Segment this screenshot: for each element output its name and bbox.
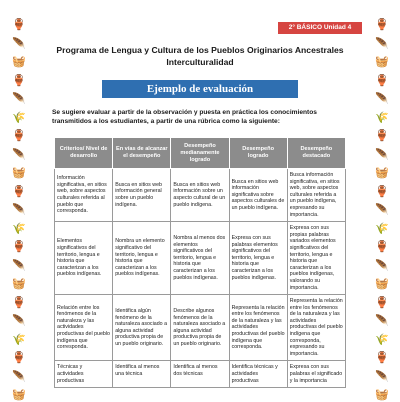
table-row xyxy=(55,295,346,361)
evaluation-rubric-table xyxy=(54,137,346,388)
decorative-cultural-icon: 🏺 xyxy=(12,74,26,87)
rubric-header-cell: Desempeño medianamente logrado xyxy=(171,138,229,169)
rubric-cell: Expresa con sus propias palabras variados elementos significativos del territorio, lengua e historia que caracterizan a los pueblos indígenas, valorando su importancia. xyxy=(287,222,345,295)
decorative-cultural-icon: 🌾 xyxy=(375,222,389,235)
decorative-cultural-icon: 🪶 xyxy=(12,204,26,216)
decorative-cultural-icon: 🏺 xyxy=(375,185,389,198)
decorative-cultural-icon: 🧺 xyxy=(12,56,26,68)
decorative-cultural-icon: 🪶 xyxy=(12,259,26,272)
decorative-cultural-icon: 🧺 xyxy=(12,167,26,179)
table-row xyxy=(55,361,346,388)
grade-unit-badge: 2° BÁSICO Unidad 4 xyxy=(278,22,362,34)
rubric-cell: Nombra un elemento significativo del territorio, lengua e historia que caracterizan a los pueblos indígenas. xyxy=(113,222,171,295)
rubric-cell: Técnicas y actividades productivas xyxy=(55,361,113,388)
decorative-cultural-icon: 🪶 xyxy=(375,93,389,105)
decorative-cultural-icon: 🏺 xyxy=(375,19,389,31)
decorative-cultural-icon: 🧺 xyxy=(375,278,389,290)
decorative-cultural-icon: 🏺 xyxy=(12,185,26,198)
decorative-cultural-icon: 🌾 xyxy=(375,333,389,346)
decorative-cultural-icon: 🪶 xyxy=(375,259,389,272)
decorative-cultural-icon: 🧺 xyxy=(12,278,26,290)
decorative-cultural-icon: 🪶 xyxy=(12,93,26,105)
decorative-cultural-icon: 🏺 xyxy=(12,296,26,309)
decorative-cultural-icon: 🌾 xyxy=(12,333,26,346)
decorative-cultural-icon: 🪶 xyxy=(375,148,389,161)
rubric-cell: Busca en sitios web información significativa sobre aspectos culturales de un pueblo indígena. xyxy=(229,169,287,222)
table-row xyxy=(55,222,346,295)
decorative-cultural-icon: 🏺 xyxy=(12,19,26,31)
decorative-cultural-icon: 🪶 xyxy=(375,37,389,50)
rubric-header-row xyxy=(55,138,346,169)
rubric-cell: Información significativa, en sitios web, sobre aspectos culturales referida al pueblo que corresponda. xyxy=(55,169,113,222)
decorative-cultural-icon: 🏺 xyxy=(375,241,389,253)
left-decorative-border xyxy=(12,18,26,400)
rubric-header-cell: Desempeño destacado xyxy=(287,138,345,169)
rubric-cell: Identifica al menos una técnica xyxy=(113,361,171,388)
decorative-cultural-icon: 🏺 xyxy=(12,130,26,142)
rubric-cell: Identifica técnicas y actividades productivas xyxy=(229,361,287,388)
rubric-cell: Busca en sitios web información general sobre un pueblo indígena. xyxy=(113,169,171,222)
rubric-header-cell: Desempeño logrado xyxy=(229,138,287,169)
decorative-cultural-icon: 🧺 xyxy=(375,389,389,401)
decorative-cultural-icon: 🪶 xyxy=(375,370,389,383)
page-title xyxy=(40,44,360,68)
decorative-cultural-icon: 🌾 xyxy=(12,111,26,124)
rubric-header-cell: Criterios/ Nivel de desarrollo xyxy=(55,138,113,169)
rubric-cell: Expresa con sus palabras elementos significativos del territorio, lengua e historia que caracterizan a los pueblos indígenas. xyxy=(229,222,287,295)
rubric-cell: Nombra al menos dos elementos significativos del territorio, lengua e historia que caracterizan a los pueblos indígenas. xyxy=(171,222,229,295)
decorative-cultural-icon: 🏺 xyxy=(12,241,26,253)
rubric-cell: Relación entre los fenómenos de la naturaleza y las actividades productivas del pueblo indígena que corresponda. xyxy=(55,295,113,361)
decorative-cultural-icon: 🏺 xyxy=(375,130,389,142)
rubric-cell: Elementos significativos del territorio, lengua e historia que caracterizan a los pueblos indígenas. xyxy=(55,222,113,295)
rubric-cell: Expresa con sus palabras el significado y la importancia xyxy=(287,361,345,388)
decorative-cultural-icon: 🧺 xyxy=(375,56,389,68)
rubric-cell: Identifica al menos dos técnicas xyxy=(171,361,229,388)
decorative-cultural-icon: 🏺 xyxy=(12,352,26,364)
intro-paragraph: Se sugiere evaluar a partir de la observación y puesta en práctica los conocimientos transmitidos a los estudiantes, a partir de una rúbrica como la siguiente: xyxy=(52,109,317,125)
right-decorative-border xyxy=(375,18,389,400)
decorative-cultural-icon: 🪶 xyxy=(375,315,389,327)
table-row xyxy=(55,169,346,222)
rubric-cell: Busca en sitios web información sobre un aspecto cultural de un pueblo indígena. xyxy=(171,169,229,222)
title-line-1: Programa de Lengua y Cultura de los Pueblos Originarios Ancestrales xyxy=(56,45,344,55)
title-line-2: Interculturalidad xyxy=(166,57,234,67)
decorative-cultural-icon: 🪶 xyxy=(12,315,26,327)
decorative-cultural-icon: 🪶 xyxy=(12,370,26,383)
decorative-cultural-icon: 🪶 xyxy=(375,204,389,216)
decorative-cultural-icon: 🏺 xyxy=(375,74,389,87)
rubric-cell: Representa la relación entre los fenómenos de la naturaleza y las actividades productivas del pueblo indígena que corresponda, expresando su importancia. xyxy=(287,295,345,361)
rubric-cell: Identifica algún fenómeno de la naturaleza asociado a alguna actividad productiva propia de un pueblo originario. xyxy=(113,295,171,361)
decorative-cultural-icon: 🧺 xyxy=(12,389,26,401)
decorative-cultural-icon: 🪶 xyxy=(12,37,26,50)
decorative-cultural-icon: 🌾 xyxy=(12,222,26,235)
rubric-header-cell: En vías de alcanzar el desempeño xyxy=(113,138,171,169)
rubric-cell: Busca información significativa, en sitios web, sobre aspectos culturales referida a un pueblo indígena, expresando su importancia. xyxy=(287,169,345,222)
decorative-cultural-icon: 🏺 xyxy=(375,296,389,309)
decorative-cultural-icon: 🪶 xyxy=(12,148,26,161)
section-banner: Ejemplo de evaluación xyxy=(102,80,298,98)
decorative-cultural-icon: 🧺 xyxy=(375,167,389,179)
rubric-cell: Describe algunos fenómenos de la naturaleza asociado a alguna actividad productiva propia de un pueblo originario. xyxy=(171,295,229,361)
rubric-cell: Representa la relación entre los fenómenos de la naturaleza y las actividades productivas del pueblo indígena que corresponda. xyxy=(229,295,287,361)
decorative-cultural-icon: 🌾 xyxy=(375,111,389,124)
decorative-cultural-icon: 🏺 xyxy=(375,352,389,364)
